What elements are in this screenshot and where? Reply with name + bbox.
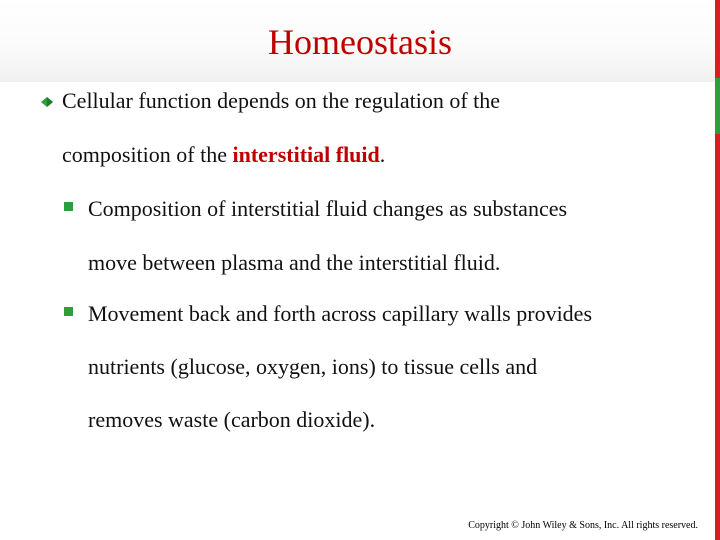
main-bullet-line-2-pre: composition of the: [62, 142, 233, 167]
main-bullet-line-2: [62, 140, 385, 170]
accent-bar-red-bottom: [715, 134, 720, 540]
interstitial-fluid-highlight: interstitial fluid: [232, 142, 380, 167]
main-bullet-line-1: Cellular function depends on the regulation of the: [62, 88, 501, 113]
accent-bar-green: [715, 78, 720, 134]
square-bullet-icon: [64, 307, 73, 316]
sub-bullet-2-line-1: Movement back and forth across capillary walls provides: [88, 301, 593, 326]
copyright-notice: Copyright © John Wiley & Sons, Inc. All rights reserved.: [468, 520, 698, 531]
main-bullet-line-2-post: .: [379, 142, 386, 167]
square-bullet-icon: [64, 202, 73, 211]
sub-bullet-1-line-2: move between plasma and the interstitial fluid.: [88, 250, 501, 275]
sub-bullet-2-line-3: removes waste (carbon dioxide).: [88, 407, 376, 432]
slide-title: Homeostasis: [268, 22, 452, 62]
sub-bullet-2-line-2: nutrients (glucose, oxygen, ions) to tissue cells and: [88, 354, 538, 379]
diamond-bullet-icon: [40, 96, 56, 108]
sub-bullet-1-line-1: Composition of interstitial fluid changes as substances: [88, 196, 568, 221]
